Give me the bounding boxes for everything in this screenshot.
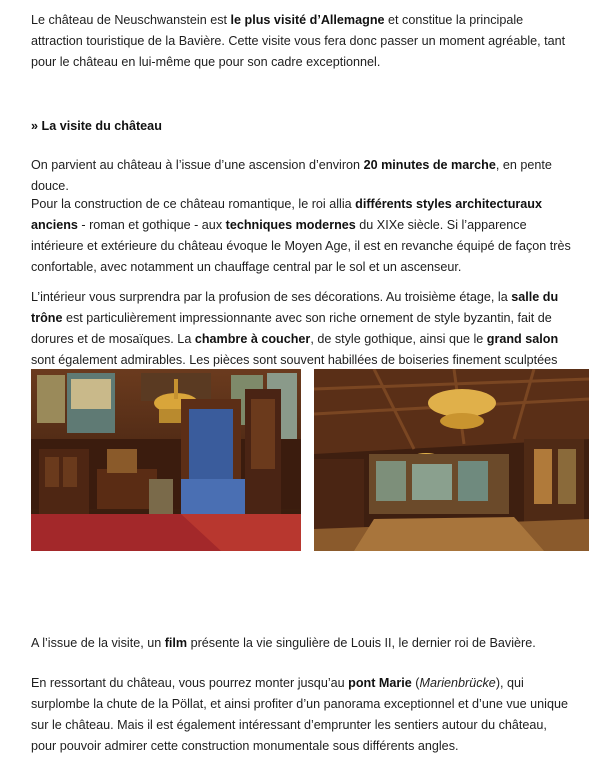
text: , en pente douce.	[31, 158, 552, 193]
paragraph-film	[31, 633, 571, 654]
text: du XIXe siècle. Si l’apparence intérieure et extérieure du château évoque le Moyen Age, il est en revanche équipé de façon très confortable, avec notamment un chauffage central par le sol et un ascenseur.	[31, 218, 571, 274]
text: A l’issue de la visite, un	[31, 636, 165, 650]
text: En ressortant du château, vous pourrez monter jusqu’au	[31, 676, 349, 690]
italic-text: Marienbrücke	[419, 676, 496, 690]
text: et constitue la principale attraction touristique de la Bavière. Cette visite vous fera donc passer un moment agréable, tant pour le château en lui-même que pour son cadre exceptionnel.	[31, 13, 566, 69]
text: sont également admirables. Les pièces sont souvent habillées de boiseries finement sculptées	[31, 353, 558, 367]
bold-text: 20 minutes de marche	[363, 158, 496, 172]
text: présente la vie singulière de Louis II, le dernier roi de Bavière.	[187, 636, 536, 650]
text: L’intérieur vous surprendra par la profusion de ses décorations. Au troisième étage, la	[31, 290, 512, 304]
text: On parvient au château à l’issue d’une ascension d’environ	[31, 158, 364, 172]
bedroom-photo	[31, 369, 301, 551]
text: Le château de Neuschwanstein est	[31, 13, 231, 27]
bold-text: film	[164, 636, 188, 650]
paragraph-bridge	[31, 673, 571, 757]
bold-text: chambre à coucher	[194, 332, 311, 346]
bold-text: différents styles architecturaux anciens	[31, 197, 543, 232]
text: (	[411, 676, 420, 690]
paragraph-architecture	[31, 194, 571, 278]
text: - roman et gothique - aux	[77, 218, 226, 232]
bold-text: pont Marie	[348, 676, 412, 690]
heading-text: » La visite du château	[31, 119, 162, 133]
text: est particulièrement impressionnante avec son riche ornement de style byzantin, fait de dorures et de mosaïques. La	[31, 311, 552, 346]
section-heading	[31, 116, 571, 137]
bold-text: techniques modernes	[225, 218, 356, 232]
paragraph-ascent	[31, 155, 571, 197]
text: , de style gothique, ainsi que le	[310, 332, 487, 346]
text: ), qui surplombe la chute de la Pöllat, et ainsi profiter d’un panorama exceptionnel et d’une vue unique sur le château. Mais il est également intéressant d’emprunter les sentiers autour du château, pour pouvoir admirer cette construction monumentale sous différents angles.	[31, 676, 568, 753]
text: Pour la construction de ce château romantique, le roi allia	[31, 197, 356, 211]
bold-text: salle du trône	[31, 290, 559, 325]
salon-photo	[314, 369, 589, 551]
intro-paragraph	[31, 10, 571, 73]
bold-text: grand salon	[486, 332, 559, 346]
bold-text: le plus visité d’Allemagne	[230, 13, 385, 27]
